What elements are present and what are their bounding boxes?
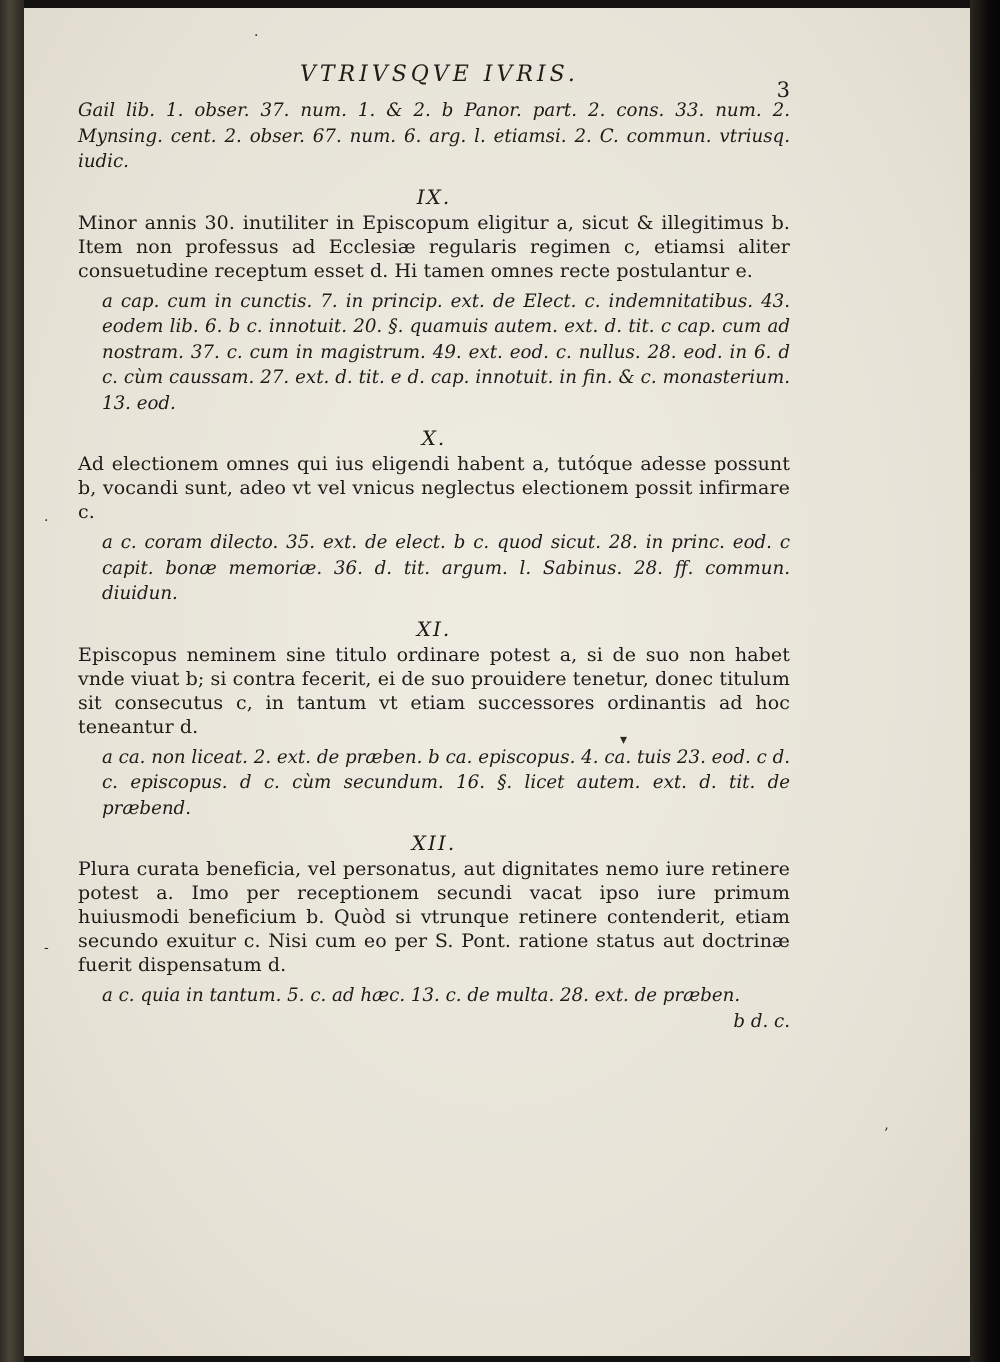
section-text: Ad electionem omnes qui ius eligendi habent a, tutóque adesse possunt b, vocandi sunt, adeo vt vel vnicus neglectus electionem possit infirmare c. [78,453,790,523]
section-numeral: XI. [416,616,452,641]
running-title: VTRIVSQVE IVRIS. [300,62,579,87]
ink-fleck: · [254,28,259,44]
ink-fleck: · [44,513,49,529]
section-xii [78,831,790,1034]
section-text: Plura curata beneficia, vel personatus, aut dignitates nemo iure retinere potest a. Imo per receptionem secundi vacat ipso iure primum huiusmodi beneficium b. Quòd si vtrunque retinere contenderit, etiam secundo exuitur c. Nisi cum eo per S. Pont. ratione status aut doctrinæ fuerit dispensatum d. [78,858,790,976]
page-number: 3 [776,78,790,102]
section-numeral: XII. [411,831,457,855]
ink-fleck: ’ [884,1126,889,1142]
catchword: b d. c. [733,1010,790,1032]
section-numeral: X. [421,426,447,450]
carry-over-notes: Gail lib. 1. obser. 37. num. 1. & 2. b Panor. part. 2. cons. 33. num. 2. Mynsing. cent. 2. obser. 67. num. 6. arg. l. etiamsi. 2. C. commun. vtriusq. iudic. [78,100,790,172]
ink-fleck: ▾ [620,732,628,748]
running-head [78,60,790,102]
section-text: Episcopus neminem sine titulo ordinare potest a, si de suo non habet vnde viuat b; si contra fecerit, ei de suo prouidere tenetur, donec titulum sit consecutus c, in tantum vt etiam successores ordinantis ad hoc teneantur d. [78,643,790,738]
book-page [24,8,970,1356]
section-text: Minor annis 30. inutiliter in Episcopum eligitur a, sicut & illegitimus b. Item non professus ad Ecclesiæ regularis regimen c, etiamsi aliter consuetudine receptum esset d. Hi tamen omnes recte postulantur e. [78,211,790,282]
section-numeral: IX. [416,184,452,209]
section-xi [78,617,790,822]
section-notes: a ca. non liceat. 2. ext. de præben. b ca. episcopus. 4. ca. tuis 23. eod. c d. c. episcopus. d c. cùm secundum. 16. §. licet autem. ext. d. tit. de præbend. [102,746,790,819]
section-x [78,426,790,607]
page-content [78,60,790,1044]
section-notes: a c. quia in tantum. 5. c. ad hæc. 13. c. de multa. 28. ext. de præben. [102,985,741,1006]
page-edge-shadow [970,0,1000,1362]
section-ix [78,185,790,417]
ink-fleck: - [44,940,49,956]
book-spine [0,0,24,1362]
section-notes: a cap. cum in cunctis. 7. in princip. ext. de Elect. c. indemnitatibus. 43. eodem lib. 6. b c. innotuit. 20. §. quamuis autem. ext. d. tit. c cap. cum ad nostram. 37. c. cum in magistrum. 49. ext. eod. c. nullus. 28. eod. in 6. d c. cùm caussam. 27. ext. d. tit. e d. cap. innotuit. in fin. & c. monasterium. 13. eod. [102,290,790,414]
section-notes: a c. coram dilecto. 35. ext. de elect. b c. quod sicut. 28. in princ. eod. c capit. bonæ memoriæ. 36. d. tit. argum. l. Sabinus. 28. ff. commun. diuidun. [102,532,790,604]
